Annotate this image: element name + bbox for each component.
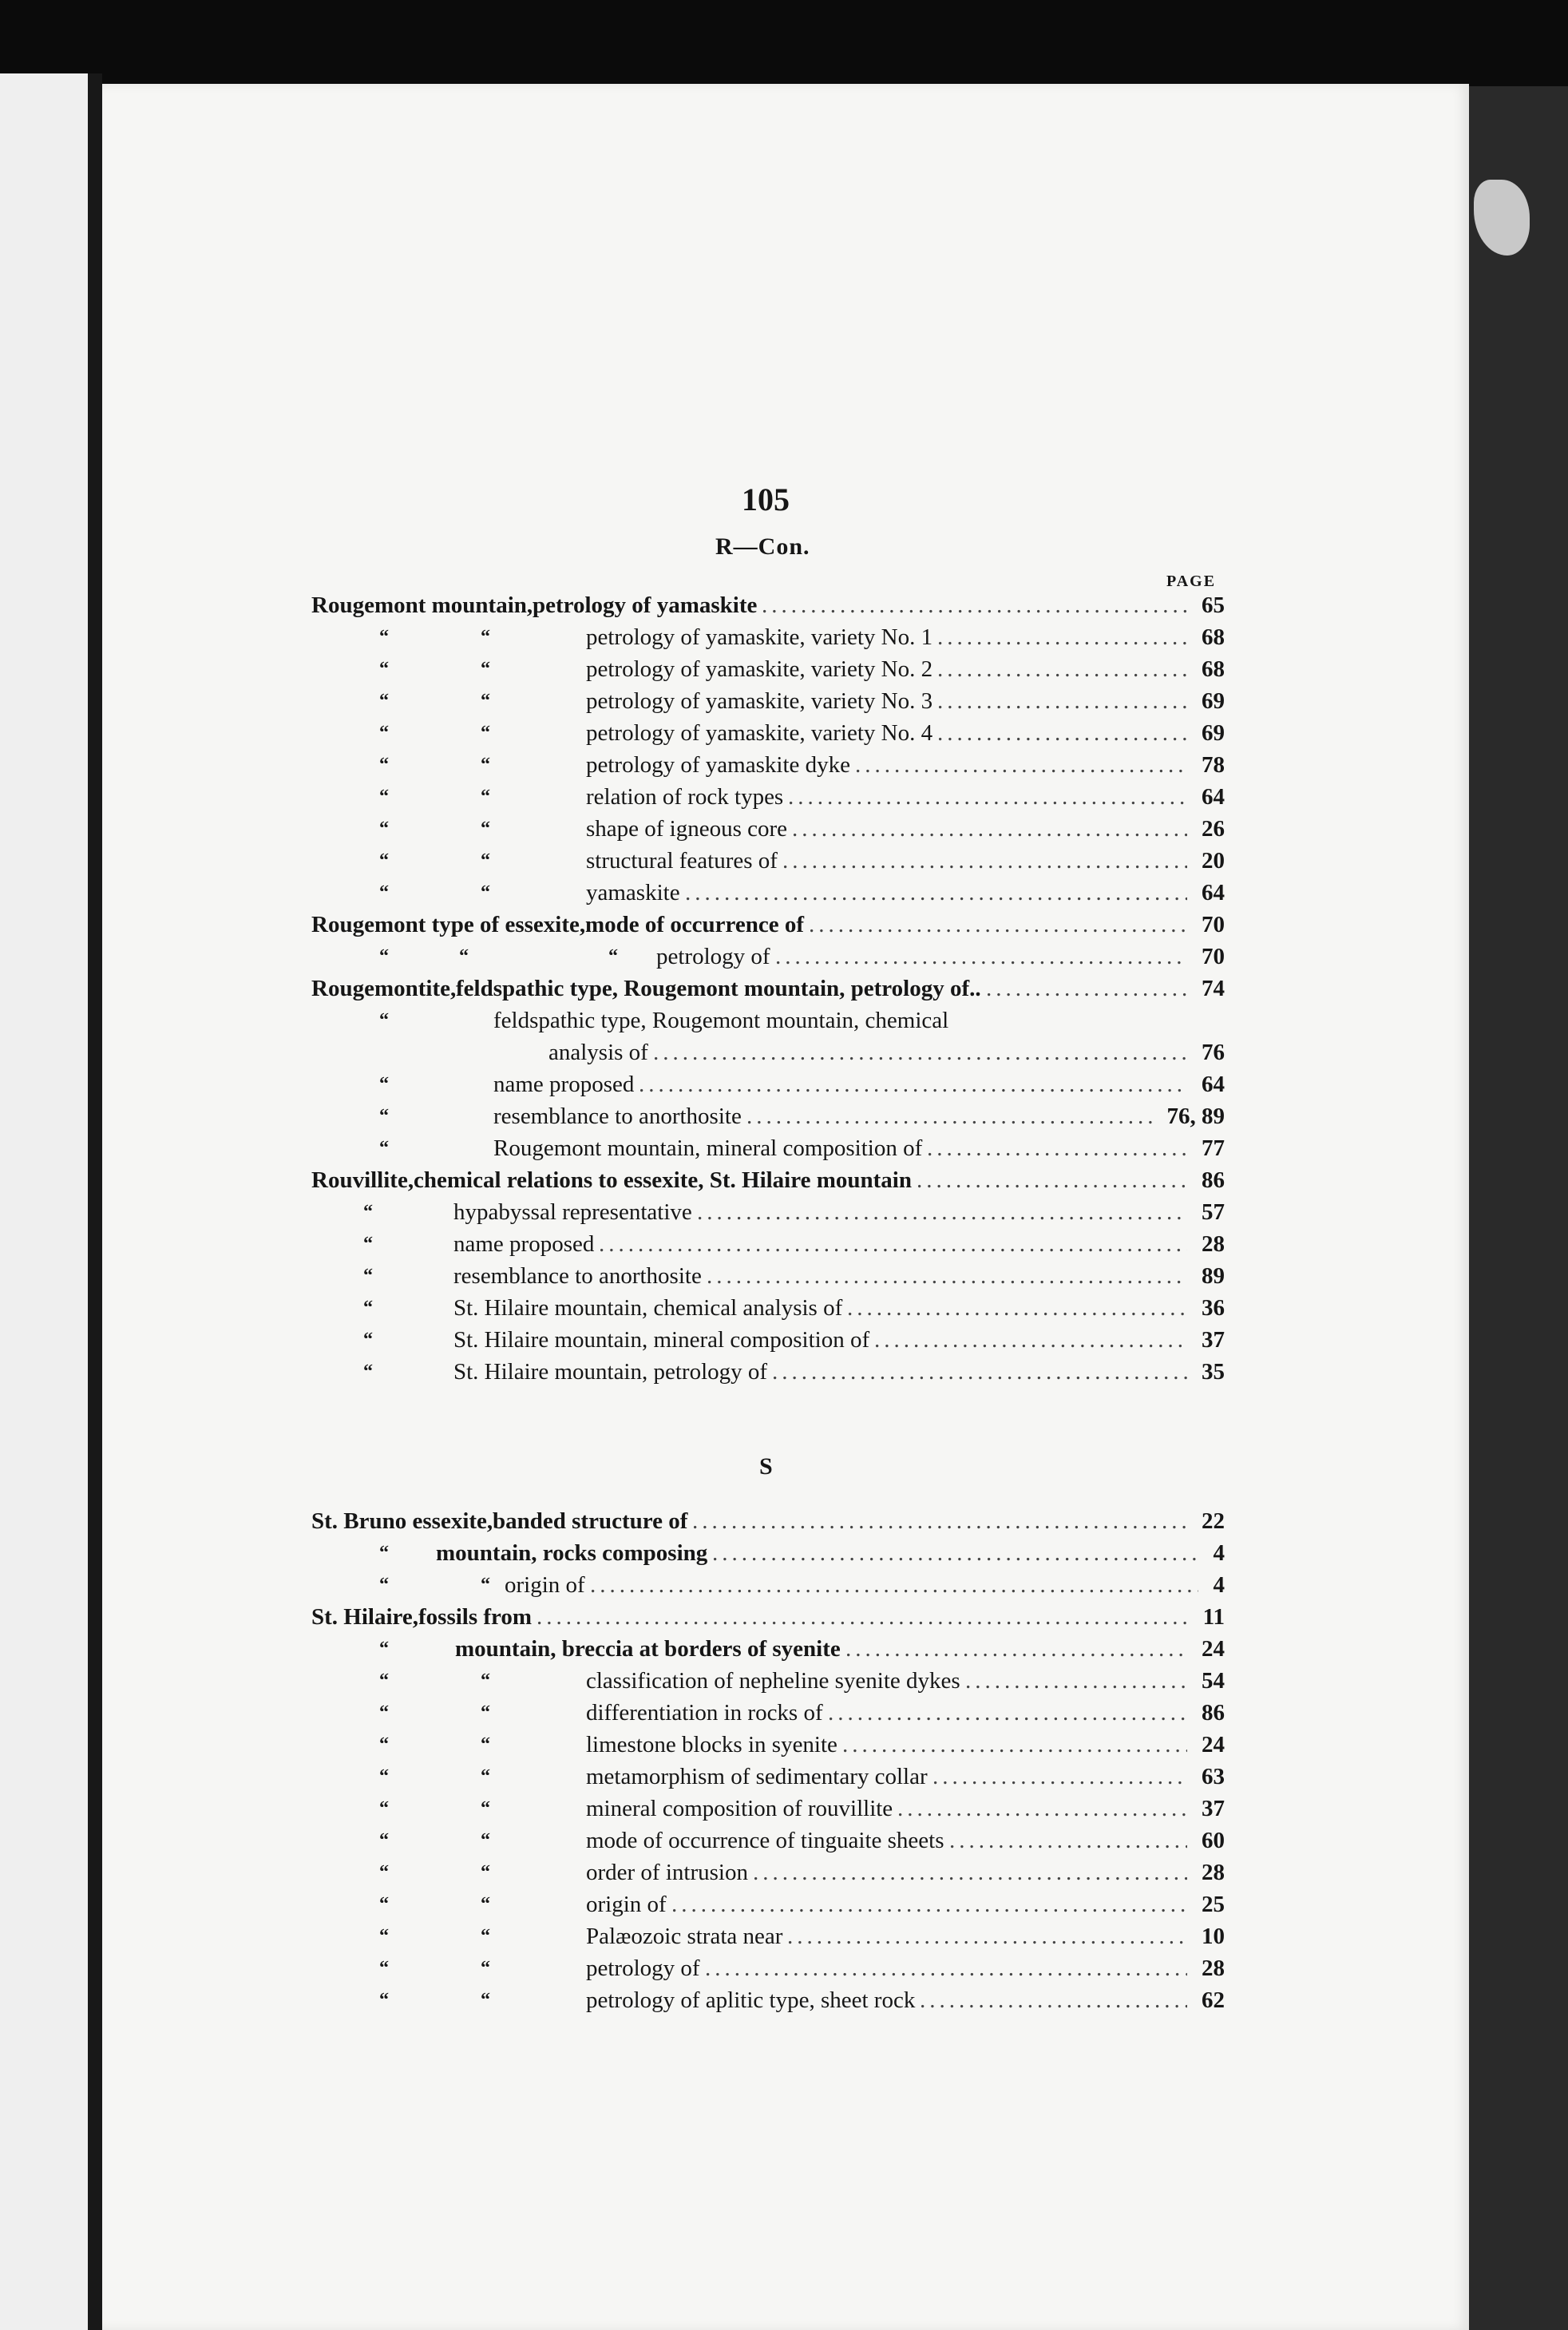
ditto-mark: “	[481, 818, 490, 839]
index-entry	[311, 1921, 1225, 1952]
dot-leader	[809, 909, 1187, 940]
scan-right-border	[1469, 86, 1568, 2330]
ditto-mark: “	[481, 1670, 490, 1691]
index-entry	[311, 1698, 1225, 1728]
entry-subheading: structural features of	[586, 848, 778, 874]
page-reference: 28	[1202, 1860, 1225, 1885]
page-reference: 28	[1202, 1956, 1225, 1981]
dot-leader	[937, 686, 1187, 716]
page-reference: 11	[1202, 1604, 1225, 1630]
index-entry	[311, 878, 1225, 908]
page-reference: 86	[1202, 1167, 1225, 1193]
page-number: 105	[742, 481, 790, 517]
page-reference: 78	[1202, 752, 1225, 778]
dot-leader	[762, 590, 1187, 620]
dot-leader	[845, 1634, 1187, 1664]
index-entry	[311, 1197, 1225, 1227]
entry-subheading: order of intrusion	[586, 1860, 748, 1885]
entry-subheading: differentiation in rocks of	[586, 1700, 823, 1726]
ditto-mark: “	[363, 1202, 373, 1222]
entry-subheading: feldspathic type, Rougemont mountain, petrology of..	[456, 976, 981, 1001]
page-reference: 37	[1202, 1796, 1225, 1821]
index-entry	[311, 1857, 1225, 1888]
entry-subheading: shape of igneous core	[586, 816, 788, 842]
index-entry	[311, 622, 1225, 652]
entry-subheading: limestone blocks in syenite	[586, 1732, 837, 1757]
entry-subheading: petrology of yamaskite, variety No. 2	[586, 656, 933, 682]
entry-subheading: analysis of	[548, 1040, 648, 1065]
index-entry	[311, 1825, 1225, 1856]
ditto-mark: “	[379, 691, 389, 711]
ditto-mark: “	[379, 1702, 389, 1723]
entry-subheading: petrology of yamaskite	[533, 592, 758, 618]
index-entry	[311, 1666, 1225, 1696]
ditto-mark: “	[379, 1958, 389, 1979]
dot-leader	[917, 1165, 1187, 1195]
ditto-mark: “	[379, 1734, 389, 1755]
dot-leader	[775, 941, 1187, 972]
entry-subheading: resemblance to anorthosite	[493, 1104, 742, 1129]
entry-heading: Rougemontite,	[311, 976, 457, 1001]
dot-leader	[782, 846, 1187, 876]
entry-heading: St. Bruno essexite,	[311, 1508, 493, 1534]
entry-subheading: classification of nepheline syenite dykes	[586, 1668, 960, 1694]
index-entry	[311, 814, 1225, 844]
page-reference: 76, 89	[1166, 1104, 1225, 1129]
page-reference: 20	[1202, 848, 1225, 874]
dot-leader	[965, 1666, 1187, 1696]
index-entry	[311, 1069, 1225, 1100]
ditto-mark: “	[379, 1766, 389, 1787]
page-reference: 76	[1202, 1040, 1225, 1065]
entry-subheading: yamaskite	[586, 880, 680, 905]
entry-subheading: hypabyssal representative	[453, 1199, 692, 1225]
entry-subheading: resemblance to anorthosite	[453, 1263, 702, 1289]
facing-page-edge	[0, 73, 88, 2330]
section-heading-s: S	[759, 1453, 773, 1480]
dot-leader	[639, 1069, 1187, 1100]
ditto-mark: “	[363, 1298, 373, 1318]
entry-subheading: name proposed	[493, 1072, 635, 1097]
index-entry	[311, 1229, 1225, 1259]
index-entry	[311, 846, 1225, 876]
index-entry	[311, 1793, 1225, 1824]
dot-leader	[697, 1197, 1187, 1227]
entry-heading: Rougemont mountain,	[311, 592, 533, 618]
index-entry	[311, 1953, 1225, 1983]
page-reference: 68	[1202, 656, 1225, 682]
ditto-mark: “	[379, 1862, 389, 1883]
index-entry	[311, 1037, 1225, 1068]
dot-leader	[986, 973, 1187, 1004]
dot-leader	[949, 1825, 1187, 1856]
ditto-mark: “	[481, 691, 490, 711]
dot-leader	[920, 1985, 1187, 2015]
dot-leader	[746, 1101, 1152, 1131]
ditto-mark: “	[481, 1575, 490, 1595]
binding-gutter	[88, 73, 102, 2330]
index-entry	[311, 1005, 1225, 1036]
page-reference: 77	[1202, 1135, 1225, 1161]
ditto-mark: “	[459, 946, 469, 967]
entry-subheading: origin of	[505, 1572, 585, 1598]
page-reference: 69	[1202, 688, 1225, 714]
ditto-mark: “	[481, 1766, 490, 1787]
entry-subheading: relation of rock types	[586, 784, 784, 810]
entry-subheading: Palæozoic strata near	[586, 1924, 783, 1949]
ditto-mark: “	[481, 850, 490, 871]
dot-leader	[671, 1889, 1187, 1920]
ditto-mark: “	[481, 1830, 490, 1851]
ditto-mark: “	[379, 946, 389, 967]
entry-subheading: petrology of aplitic type, sheet rock	[586, 1987, 916, 2013]
ditto-mark: “	[481, 1862, 490, 1883]
page-reference: 26	[1202, 816, 1225, 842]
page-reference: 37	[1202, 1327, 1225, 1353]
index-entry	[311, 1165, 1225, 1195]
ditto-mark: “	[379, 1074, 389, 1095]
ditto-mark: “	[379, 1670, 389, 1691]
dot-leader	[772, 1357, 1187, 1387]
page-reference: 57	[1202, 1199, 1225, 1225]
dot-leader	[937, 622, 1187, 652]
index-entry	[311, 590, 1225, 620]
index-entry	[311, 973, 1225, 1004]
section-heading-r-continued: R—Con.	[715, 533, 810, 560]
entry-subheading: petrology of yamaskite, variety No. 4	[586, 720, 933, 746]
ditto-mark: “	[481, 1958, 490, 1979]
entry-heading: Rougemont type of essexite,	[311, 912, 586, 937]
ditto-mark: “	[379, 1798, 389, 1819]
page-reference: 22	[1202, 1508, 1225, 1534]
dot-leader	[537, 1602, 1189, 1632]
page-reference: 74	[1202, 976, 1225, 1001]
page-reference: 70	[1202, 944, 1225, 969]
entry-subheading: Rougemont mountain, mineral composition of	[493, 1135, 923, 1161]
entry-heading: St. Hilaire,	[311, 1604, 418, 1630]
page-reference: 4	[1213, 1572, 1225, 1598]
entry-subheading: petrology of	[656, 944, 770, 969]
index-entry	[311, 941, 1225, 972]
page-reference: 24	[1202, 1636, 1225, 1662]
dot-leader	[937, 654, 1187, 684]
ditto-mark: “	[379, 1138, 389, 1159]
ditto-mark: “	[363, 1329, 373, 1350]
entry-subheading: chemical relations to essexite, St. Hilaire mountain	[414, 1167, 912, 1193]
index-entry	[311, 1889, 1225, 1920]
ditto-mark: “	[379, 787, 389, 807]
index-entry	[311, 1325, 1225, 1355]
ditto-mark: “	[379, 882, 389, 903]
index-entry	[311, 1602, 1225, 1632]
entry-subheading: name proposed	[453, 1231, 595, 1257]
ditto-mark: “	[379, 1575, 389, 1595]
page-column-header: PAGE	[1166, 573, 1217, 590]
ditto-mark: “	[379, 1543, 389, 1563]
entry-subheading: mountain, rocks composing	[436, 1540, 708, 1566]
index-entry	[311, 686, 1225, 716]
index-entry	[311, 1634, 1225, 1664]
entry-subheading: mode of occurrence of tinguaite sheets	[586, 1828, 944, 1853]
entry-subheading: fossils from	[418, 1604, 533, 1630]
entry-subheading: St. Hilaire mountain, petrology of	[453, 1359, 768, 1385]
index-entry	[311, 1133, 1225, 1163]
dot-leader	[599, 1229, 1187, 1259]
ditto-mark: “	[379, 1639, 389, 1659]
page-reference: 4	[1213, 1540, 1225, 1566]
dot-leader	[685, 878, 1187, 908]
entry-subheading: metamorphism of sedimentary collar	[586, 1764, 928, 1789]
ditto-mark: “	[379, 818, 389, 839]
dot-leader	[590, 1570, 1198, 1600]
ditto-mark: “	[481, 882, 490, 903]
index-entry	[311, 1261, 1225, 1291]
entry-subheading: petrology of yamaskite dyke	[586, 752, 850, 778]
entry-subheading: mode of occurrence of	[585, 912, 805, 937]
ditto-mark: “	[379, 659, 389, 680]
ditto-mark: “	[481, 755, 490, 775]
index-entry	[311, 782, 1225, 812]
entry-subheading: feldspathic type, Rougemont mountain, chemical	[493, 1008, 949, 1033]
dot-leader	[788, 782, 1187, 812]
page-reference: 54	[1202, 1668, 1225, 1694]
dot-leader	[692, 1506, 1187, 1536]
index-entry	[311, 750, 1225, 780]
dot-leader	[828, 1698, 1187, 1728]
ditto-mark: “	[379, 723, 389, 743]
ditto-mark: “	[481, 1702, 490, 1723]
page-reference: 86	[1202, 1700, 1225, 1726]
dot-leader	[927, 1133, 1187, 1163]
ditto-mark: “	[379, 755, 389, 775]
ditto-mark: “	[481, 787, 490, 807]
page-reference: 64	[1202, 880, 1225, 905]
dot-leader	[792, 814, 1187, 844]
ditto-mark: “	[608, 946, 618, 967]
page-reference: 62	[1202, 1987, 1225, 2013]
ditto-mark: “	[481, 1894, 490, 1915]
ditto-mark: “	[481, 723, 490, 743]
index-entry	[311, 1357, 1225, 1387]
index-entry	[311, 909, 1225, 940]
dot-leader	[847, 1293, 1187, 1323]
ditto-mark: “	[379, 1010, 389, 1031]
index-entry	[311, 1730, 1225, 1760]
dot-leader	[787, 1921, 1187, 1952]
scan-top-border	[0, 0, 1568, 86]
index-entry	[311, 1570, 1225, 1600]
ditto-mark: “	[379, 1990, 389, 2011]
entry-subheading: petrology of yamaskite, variety No. 3	[586, 688, 933, 714]
entry-subheading: banded structure of	[493, 1508, 688, 1534]
dot-leader	[937, 718, 1187, 748]
dot-leader	[753, 1857, 1187, 1888]
ditto-mark: “	[481, 1734, 490, 1755]
ditto-mark: “	[379, 1830, 389, 1851]
ditto-mark: “	[379, 627, 389, 648]
page-reference: 10	[1202, 1924, 1225, 1949]
dot-leader	[932, 1761, 1187, 1792]
page-reference: 89	[1202, 1263, 1225, 1289]
ditto-mark: “	[379, 1926, 389, 1947]
entry-heading: Rouvillite,	[311, 1167, 414, 1193]
page-reference: 64	[1202, 1072, 1225, 1097]
index-entry	[311, 1293, 1225, 1323]
entry-subheading: origin of	[586, 1892, 667, 1917]
ditto-mark: “	[363, 1266, 373, 1286]
entry-subheading: St. Hilaire mountain, chemical analysis of	[453, 1295, 843, 1321]
dot-leader	[653, 1037, 1187, 1068]
index-page	[102, 84, 1469, 2330]
ditto-mark: “	[481, 1990, 490, 2011]
ditto-mark: “	[379, 1106, 389, 1127]
page-reference: 65	[1202, 592, 1225, 618]
ditto-mark: “	[481, 1798, 490, 1819]
ditto-mark: “	[379, 1894, 389, 1915]
dot-leader	[842, 1730, 1187, 1760]
page-reference: 24	[1202, 1732, 1225, 1757]
page-reference: 25	[1202, 1892, 1225, 1917]
ditto-mark: “	[363, 1361, 373, 1382]
page-reference: 64	[1202, 784, 1225, 810]
index-entry	[311, 1538, 1225, 1568]
ditto-mark: “	[379, 850, 389, 871]
ditto-mark: “	[363, 1234, 373, 1254]
entry-subheading: petrology of	[586, 1956, 700, 1981]
page-reference: 69	[1202, 720, 1225, 746]
page-reference: 68	[1202, 624, 1225, 650]
page-reference: 35	[1202, 1359, 1225, 1385]
index-entry	[311, 1506, 1225, 1536]
ditto-mark: “	[481, 627, 490, 648]
dot-leader	[855, 750, 1187, 780]
page-reference: 63	[1202, 1764, 1225, 1789]
dot-leader	[712, 1538, 1198, 1568]
index-entry	[311, 1101, 1225, 1131]
entry-subheading: St. Hilaire mountain, mineral composition of	[453, 1327, 870, 1353]
page-reference: 36	[1202, 1295, 1225, 1321]
dot-leader	[874, 1325, 1187, 1355]
page-reference: 28	[1202, 1231, 1225, 1257]
dot-leader	[897, 1793, 1187, 1824]
index-entry	[311, 1985, 1225, 2015]
page-reference: 60	[1202, 1828, 1225, 1853]
index-entry	[311, 718, 1225, 748]
index-entry	[311, 1761, 1225, 1792]
entry-subheading: petrology of yamaskite, variety No. 1	[586, 624, 933, 650]
ditto-mark: “	[481, 1926, 490, 1947]
entry-subheading: mineral composition of rouvillite	[586, 1796, 893, 1821]
ditto-mark: “	[481, 659, 490, 680]
entry-subheading: mountain, breccia at borders of syenite	[455, 1636, 841, 1662]
index-entry	[311, 654, 1225, 684]
dot-leader	[705, 1953, 1187, 1983]
dot-leader	[707, 1261, 1187, 1291]
page-reference: 70	[1202, 912, 1225, 937]
